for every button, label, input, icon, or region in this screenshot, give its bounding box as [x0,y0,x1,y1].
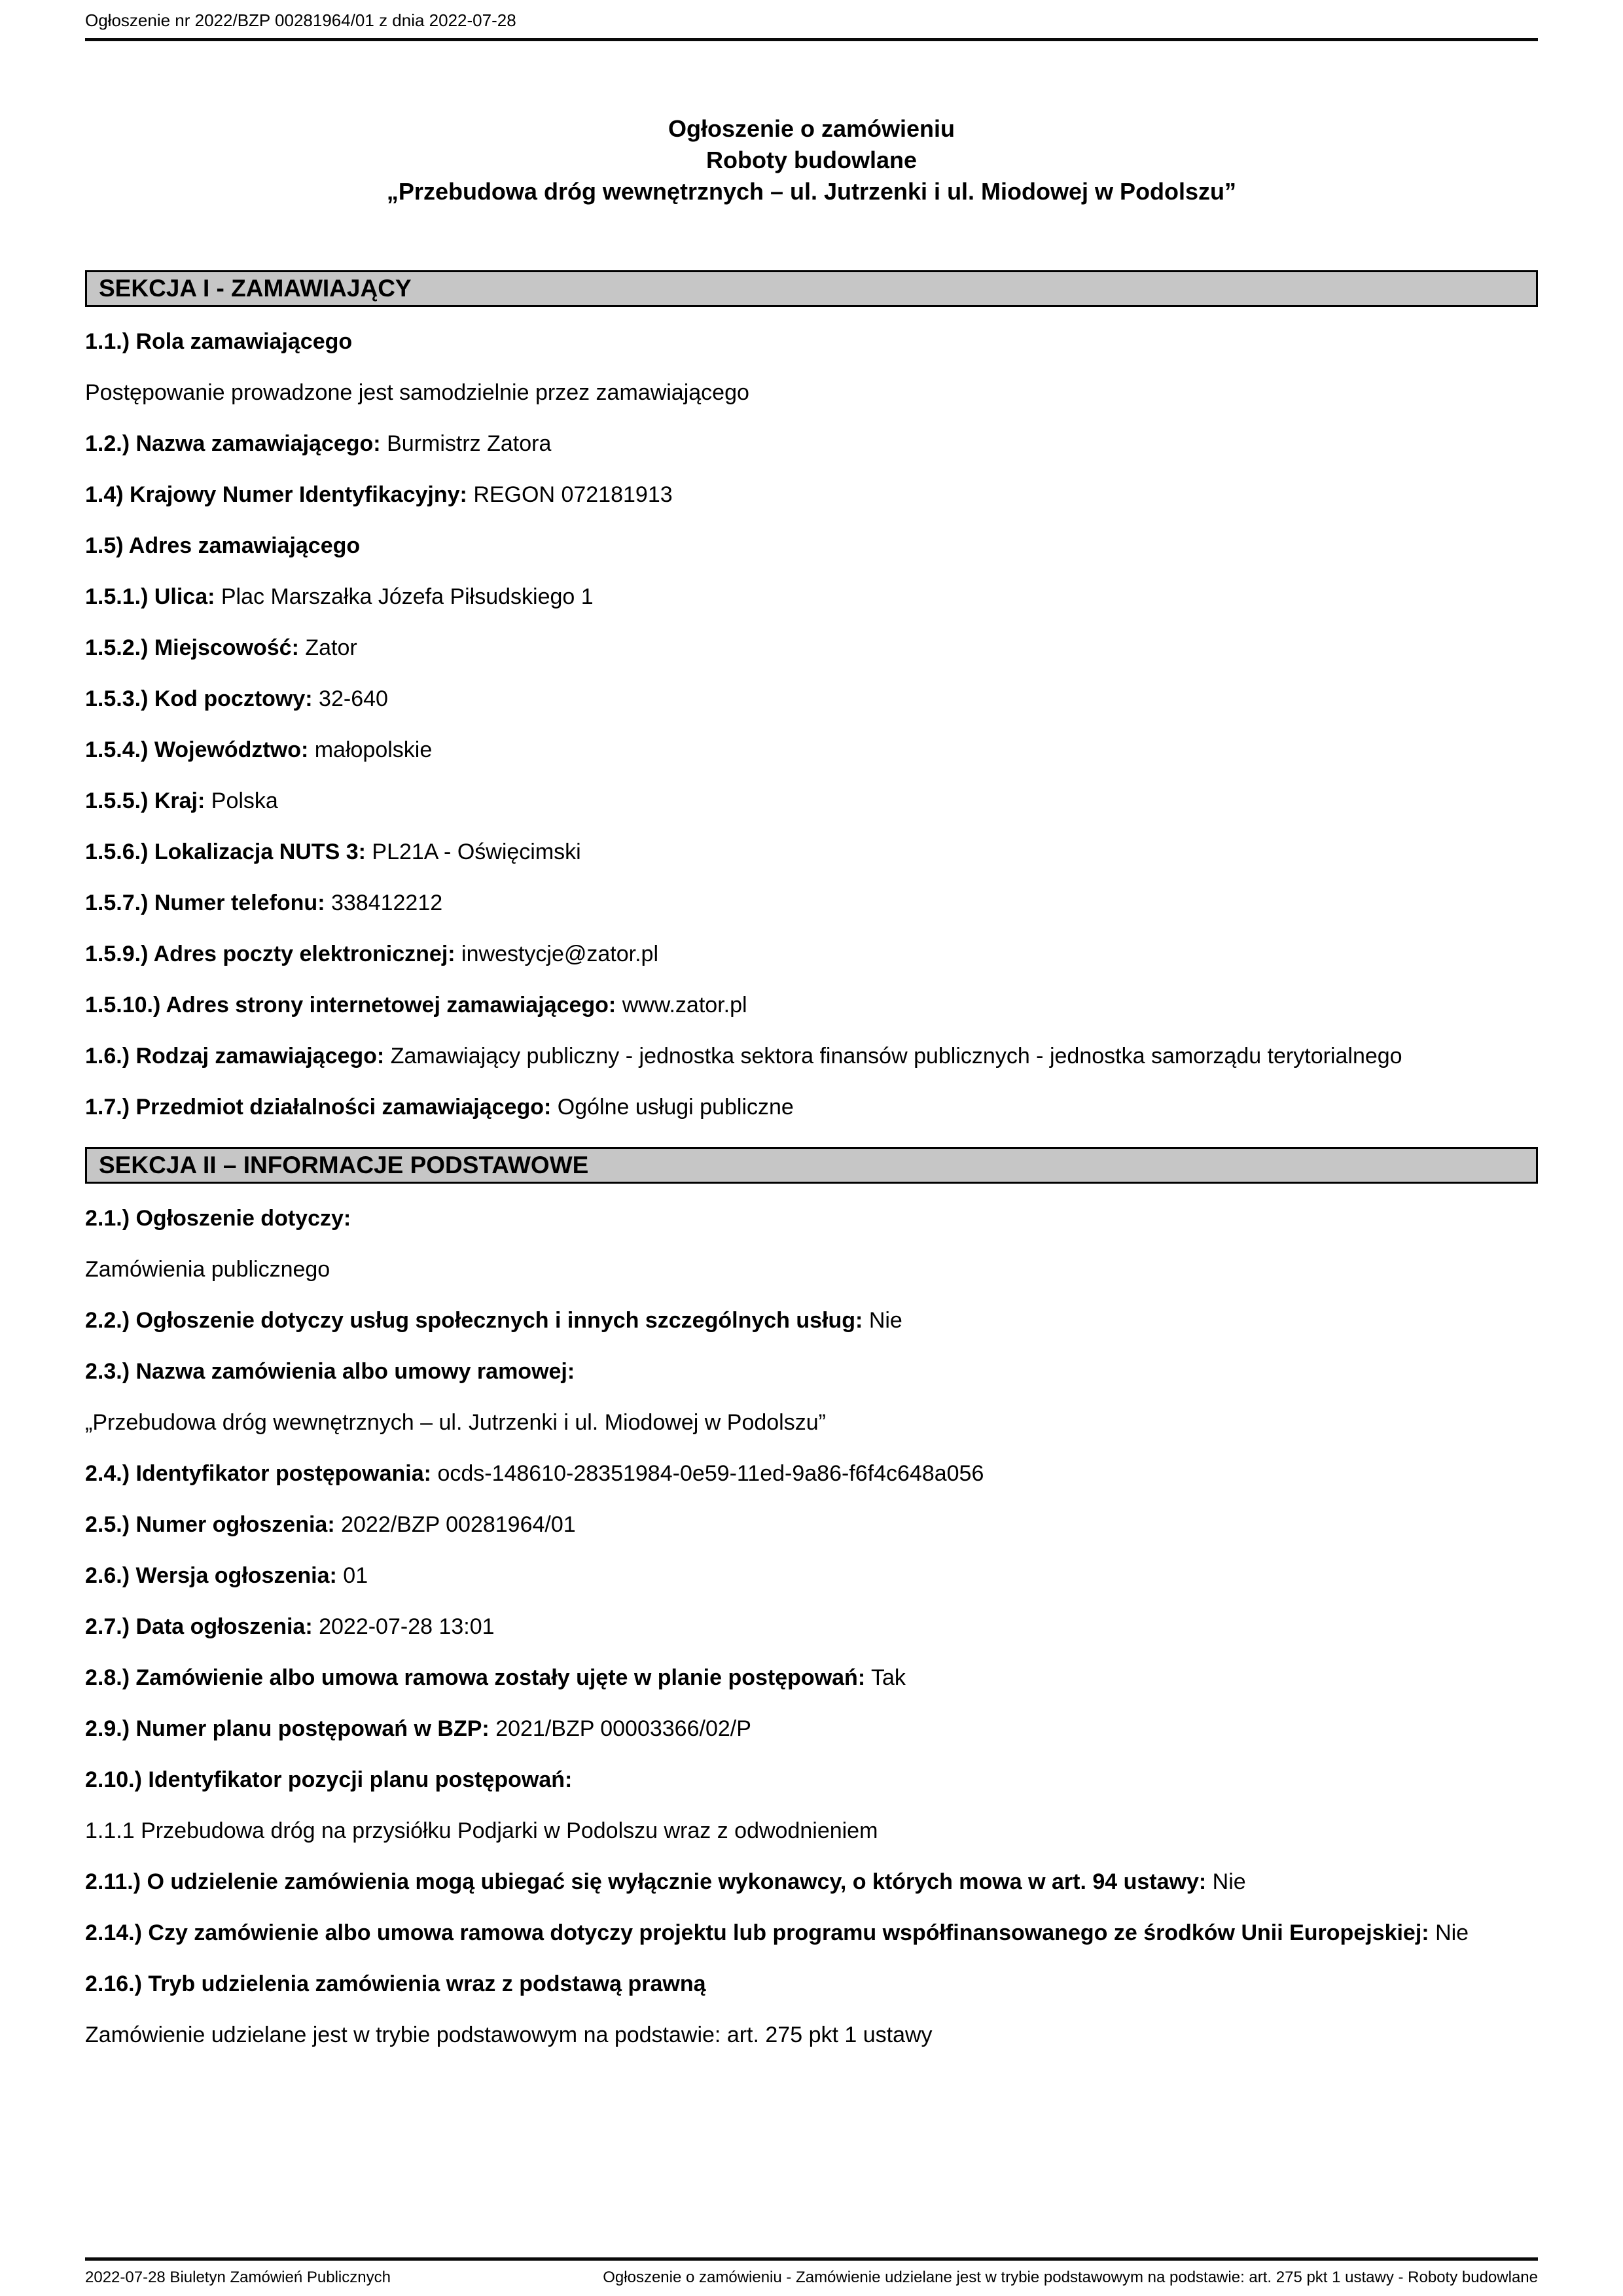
field-value: 2022/BZP 00281964/01 [341,1512,576,1537]
field-value: inwestycje@zator.pl [461,942,659,966]
field-row [85,1091,1538,1123]
field-value: PL21A - Oświęcimski [372,839,581,864]
field-label: 2.4.) Identyfikator postępowania: [85,1461,431,1486]
field-label: 1.5) Adres zamawiającego [85,533,361,558]
field-row [85,580,1538,613]
field-value: Zator [305,635,357,660]
field-value: 32-640 [319,686,388,711]
field-row [85,631,1538,664]
field-row [85,989,1538,1021]
field-value: 01 [343,1563,368,1588]
field-row [85,1712,1538,1745]
field-value: 338412212 [330,891,443,915]
title-line-type: Ogłoszenie o zamówieniu [668,115,955,142]
field-label: 1.6.) Rodzaj zamawiającego: [85,1044,385,1069]
field-value: Nie [868,1308,902,1333]
footer-left-text: 2022-07-28 Biuletyn Zamówień Publicznych [85,2269,391,2286]
field-value: ocds-148610-28351984-0e59-11ed-9a86-f6f4c648a056 [437,1461,984,1486]
paragraph: „Przebudowa dróg wewnętrznych – ul. Jutrzenki i ul. Miodowej w Podolszu” [85,1410,826,1435]
field-label: 2.7.) Data ogłoszenia: [85,1614,313,1639]
field-row [85,1763,1538,1796]
field-label: 2.10.) Identyfikator pozycji planu postępowań: [85,1767,573,1792]
field-row [85,1916,1538,1949]
document-body [85,270,1538,2051]
field-label: 1.5.4.) Województwo: [85,737,309,762]
field-row [85,1304,1538,1337]
field-value: Nie [1435,1920,1469,1945]
field-label: 2.11.) O udzielenie zamówienia mogą ubiegać się wyłącznie wykonawcy, o których mowa w art. 94 ustawy: [85,1869,1207,1894]
field-value: małopolskie [314,737,433,762]
field-value: Polska [211,788,278,813]
field-row [85,836,1538,868]
field-label: 1.5.2.) Miejscowość: [85,635,299,660]
field-row [85,1865,1538,1898]
field-row [85,1508,1538,1541]
field-value: Plac Marszałka Józefa Piłsudskiego 1 [221,584,594,609]
announcement-number: Ogłoszenie nr 2022/BZP 00281964/01 z dnia 2022-07-28 [85,10,516,30]
footer-right-text: Ogłoszenie o zamówieniu - Zamówienie udzielane jest w trybie podstawowym na podstawie: art. 275 pkt 1 ustawy - Roboty budowlane [603,2269,1538,2286]
field-label: 1.5.3.) Kod pocztowy: [85,686,313,711]
field-row [85,529,1538,562]
field-label: 1.5.9.) Adres poczty elektronicznej: [85,942,455,966]
field-row [85,1610,1538,1643]
field-row [85,1968,1538,2000]
field-value: Tak [871,1665,906,1690]
field-label: 1.5.6.) Lokalizacja NUTS 3: [85,839,366,864]
field-value: 2021/BZP 00003366/02/P [495,1716,751,1741]
paragraph: Postępowanie prowadzone jest samodzielnie przez zamawiającego [85,380,749,405]
field-row [85,1457,1538,1490]
field-label: 2.3.) Nazwa zamówienia albo umowy ramowej: [85,1359,575,1384]
field-row [85,1040,1538,1072]
field-row [85,785,1538,817]
field-row [85,733,1538,766]
field-value: www.zator.pl [622,993,747,1017]
page-header [85,0,1538,41]
field-value: Ogólne usługi publiczne [557,1095,794,1120]
field-row [85,887,1538,919]
field-label: 1.4) Krajowy Numer Identyfikacyjny: [85,482,467,507]
page-title [85,113,1538,207]
section-header: SEKCJA II – INFORMACJE PODSTAWOWE [85,1147,1538,1184]
field-row [85,1202,1538,1235]
page-footer [85,2257,1538,2287]
field-label: 1.5.10.) Adres strony internetowej zamawiającego: [85,993,616,1017]
field-row [85,1559,1538,1592]
field-label: 1.1.) Rola zamawiającego [85,329,353,354]
field-label: 2.6.) Wersja ogłoszenia: [85,1563,337,1588]
field-label: 1.2.) Nazwa zamawiającego: [85,431,381,456]
section-header: SEKCJA I - ZAMAWIAJĄCY [85,270,1538,307]
field-label: 2.5.) Numer ogłoszenia: [85,1512,335,1537]
field-label: 1.5.7.) Numer telefonu: [85,891,325,915]
field-label: 1.5.1.) Ulica: [85,584,215,609]
field-label: 2.1.) Ogłoszenie dotyczy: [85,1206,351,1231]
title-line-category: Roboty budowlane [706,147,917,173]
paragraph: Zamówienie udzielane jest w trybie podstawowym na podstawie: art. 275 pkt 1 ustawy [85,2022,933,2047]
field-value: Nie [1212,1869,1246,1894]
field-label: 2.9.) Numer planu postępowań w BZP: [85,1716,490,1741]
paragraph: Zamówienia publicznego [85,1257,330,1282]
field-row [85,938,1538,970]
field-label: 1.7.) Przedmiot działalności zamawiającego: [85,1095,552,1120]
title-line-name: „Przebudowa dróg wewnętrznych – ul. Jutrzenki i ul. Miodowej w Podolszu” [386,178,1237,205]
field-label: 1.5.5.) Kraj: [85,788,205,813]
field-value: Burmistrz Zatora [387,431,552,456]
field-label: 2.2.) Ogłoszenie dotyczy usług społecznych i innych szczególnych usług: [85,1308,863,1333]
field-label: 2.8.) Zamówienie albo umowa ramowa zostały ujęte w planie postępowań: [85,1665,866,1690]
field-row [85,325,1538,358]
field-value: 2022-07-28 13:01 [319,1614,495,1639]
field-value: Zamawiający publiczny - jednostka sektora finansów publicznych - jednostka samorządu terytorialnego [390,1044,1402,1069]
field-value: REGON 072181913 [473,482,673,507]
field-label: 2.16.) Tryb udzielenia zamówienia wraz z podstawą prawną [85,1971,706,1996]
field-row [85,427,1538,460]
field-label: 2.14.) Czy zamówienie albo umowa ramowa dotyczy projektu lub programu współfinansowanego ze środków Unii Europejskiej: [85,1920,1429,1945]
field-row [85,682,1538,715]
field-row [85,1661,1538,1694]
field-row [85,1355,1538,1388]
paragraph: 1.1.1 Przebudowa dróg na przysiółku Podjarki w Podolszu wraz z odwodnieniem [85,1818,878,1843]
field-row [85,478,1538,511]
